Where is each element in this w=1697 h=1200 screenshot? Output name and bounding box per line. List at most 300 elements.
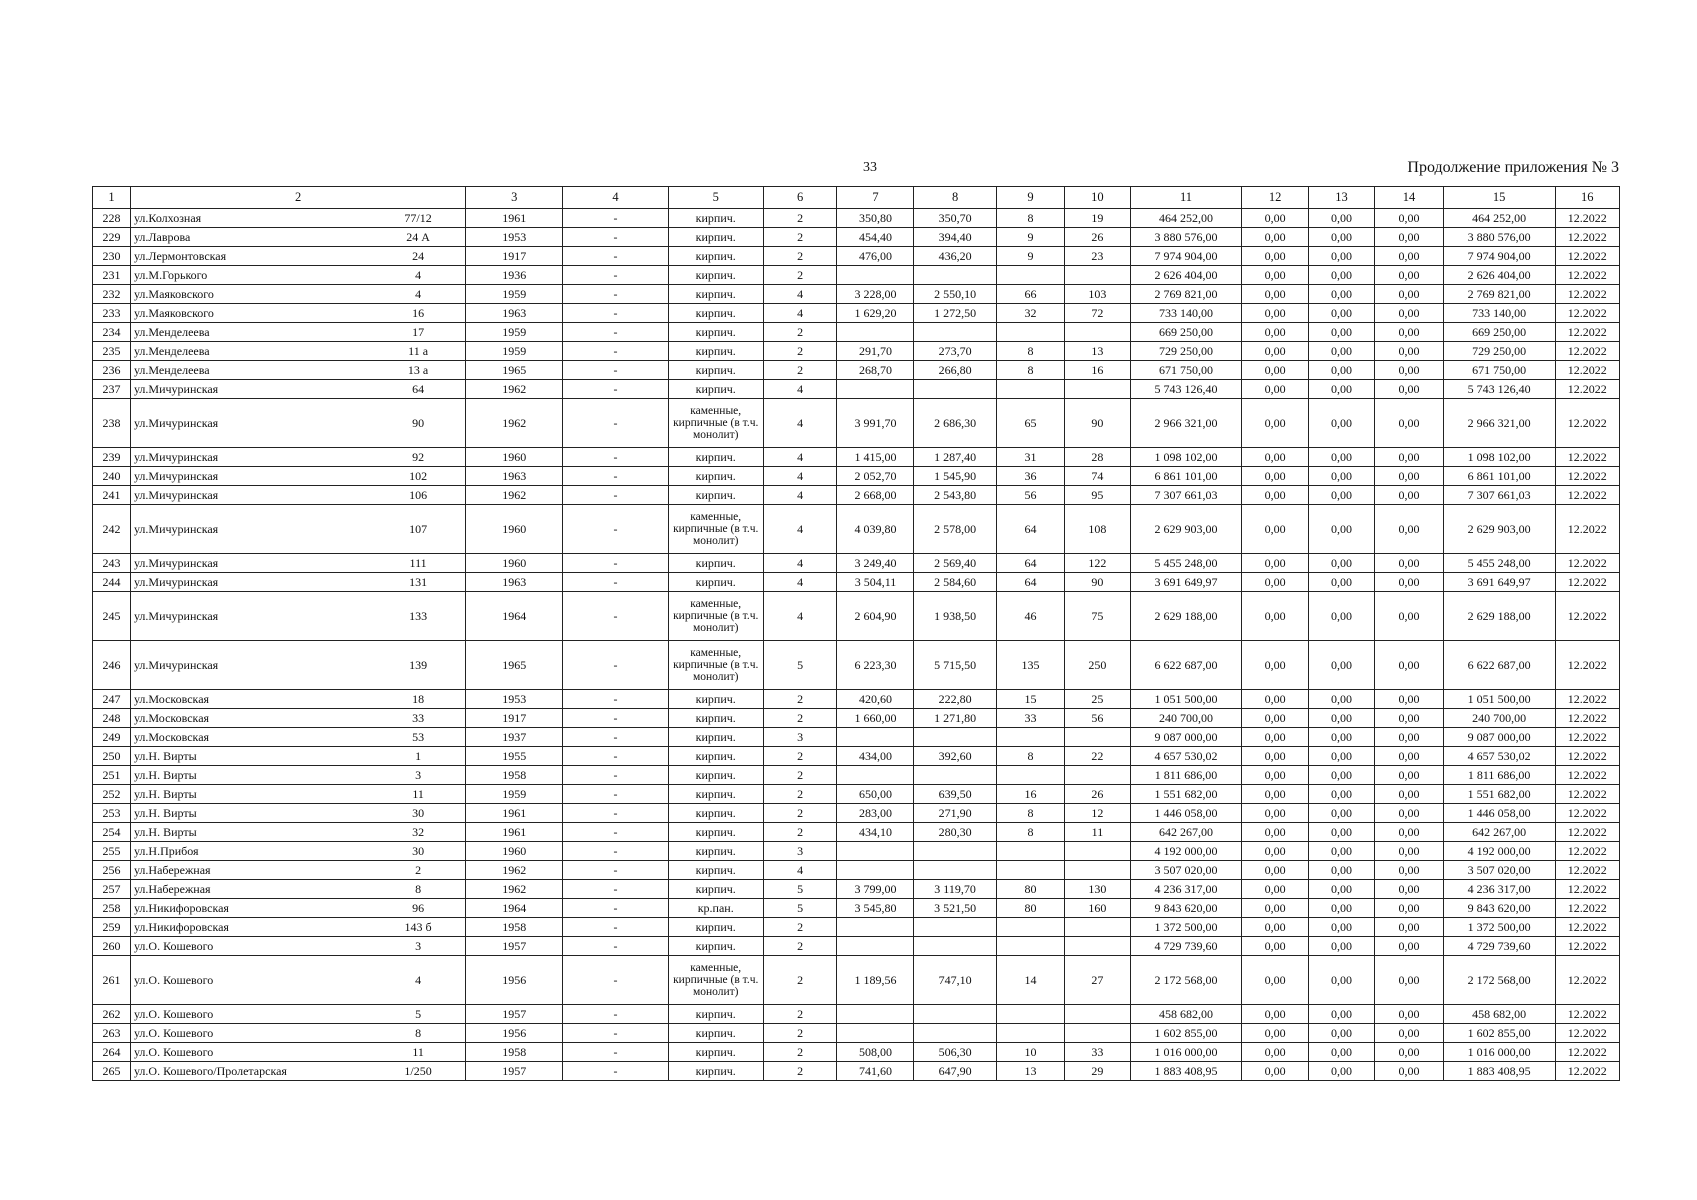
street-name: ул.Московская: [130, 728, 370, 747]
column-4: -: [563, 709, 668, 728]
completion-date: 12.2022: [1555, 823, 1619, 842]
completion-date: 12.2022: [1555, 1024, 1619, 1043]
table-row: [93, 467, 1620, 486]
column-14: 0,00: [1375, 861, 1444, 880]
wall-material: кирпич.: [668, 861, 763, 880]
apartments: 135: [996, 641, 1065, 690]
column-14: 0,00: [1375, 554, 1444, 573]
total-area: [837, 266, 914, 285]
row-number: 260: [93, 937, 131, 956]
column-13: 0,00: [1308, 486, 1374, 505]
table-row: [93, 899, 1620, 918]
column-4: -: [563, 266, 668, 285]
residents: [1065, 1005, 1130, 1024]
table-row: [93, 823, 1620, 842]
apartments: [996, 1005, 1065, 1024]
total-area: [837, 1005, 914, 1024]
floors: 2: [763, 709, 837, 728]
table-row: [93, 1043, 1620, 1062]
residents: 90: [1065, 399, 1130, 448]
cost-budget: 729 250,00: [1443, 342, 1555, 361]
street-name: ул.Набережная: [130, 861, 370, 880]
column-14: 0,00: [1375, 448, 1444, 467]
column-header: 1: [93, 187, 131, 209]
table-row: [93, 448, 1620, 467]
living-area: [914, 1024, 996, 1043]
build-year: 1961: [466, 823, 563, 842]
residents: 122: [1065, 554, 1130, 573]
total-area: [837, 918, 914, 937]
apartments: 66: [996, 285, 1065, 304]
column-14: 0,00: [1375, 361, 1444, 380]
column-13: 0,00: [1308, 1062, 1374, 1081]
column-13: 0,00: [1308, 285, 1374, 304]
completion-date: 12.2022: [1555, 785, 1619, 804]
wall-material: кирпич.: [668, 285, 763, 304]
apartments: [996, 918, 1065, 937]
completion-date: 12.2022: [1555, 1062, 1619, 1081]
row-number: 259: [93, 918, 131, 937]
living-area: [914, 861, 996, 880]
street-name: ул.Менделеева: [130, 361, 370, 380]
total-area: 3 545,80: [837, 899, 914, 918]
table-row: [93, 709, 1620, 728]
column-14: 0,00: [1375, 1005, 1444, 1024]
table-row: [93, 247, 1620, 266]
column-14: 0,00: [1375, 467, 1444, 486]
column-12: 0,00: [1242, 228, 1308, 247]
column-header: 4: [563, 187, 668, 209]
column-13: 0,00: [1308, 1024, 1374, 1043]
column-4: -: [563, 785, 668, 804]
build-year: 1963: [466, 573, 563, 592]
house-number: 8: [371, 880, 466, 899]
build-year: 1962: [466, 399, 563, 448]
row-number: 252: [93, 785, 131, 804]
column-13: 0,00: [1308, 505, 1374, 554]
completion-date: 12.2022: [1555, 448, 1619, 467]
street-name: ул.Маяковского: [130, 304, 370, 323]
table-row: [93, 1062, 1620, 1081]
cost-total: 3 691 649,97: [1130, 573, 1242, 592]
column-4: -: [563, 228, 668, 247]
table-row: [93, 380, 1620, 399]
street-name: ул.Набережная: [130, 880, 370, 899]
house-number: 30: [371, 842, 466, 861]
cost-budget: 4 729 739,60: [1443, 937, 1555, 956]
build-year: 1965: [466, 361, 563, 380]
total-area: 434,00: [837, 747, 914, 766]
street-name: ул.Колхозная: [130, 209, 370, 228]
residents: 26: [1065, 785, 1130, 804]
column-13: 0,00: [1308, 554, 1374, 573]
column-header: 16: [1555, 187, 1619, 209]
house-number: 2: [371, 861, 466, 880]
cost-budget: 1 016 000,00: [1443, 1043, 1555, 1062]
row-number: 244: [93, 573, 131, 592]
column-14: 0,00: [1375, 899, 1444, 918]
floors: 3: [763, 728, 837, 747]
house-number: 111: [371, 554, 466, 573]
column-12: 0,00: [1242, 592, 1308, 641]
apartments: 46: [996, 592, 1065, 641]
table-row: [93, 304, 1620, 323]
apartments: [996, 766, 1065, 785]
column-13: 0,00: [1308, 380, 1374, 399]
completion-date: 12.2022: [1555, 956, 1619, 1005]
wall-material: кирпич.: [668, 709, 763, 728]
build-year: 1953: [466, 228, 563, 247]
build-year: 1917: [466, 709, 563, 728]
column-12: 0,00: [1242, 937, 1308, 956]
street-name: ул.М.Горького: [130, 266, 370, 285]
living-area: 2 686,30: [914, 399, 996, 448]
total-area: 3 249,40: [837, 554, 914, 573]
cost-total: 9 843 620,00: [1130, 899, 1242, 918]
cost-budget: 671 750,00: [1443, 361, 1555, 380]
floors: 2: [763, 785, 837, 804]
house-number: 13 а: [371, 361, 466, 380]
cost-total: 4 236 317,00: [1130, 880, 1242, 899]
house-number: 53: [371, 728, 466, 747]
residents: 13: [1065, 342, 1130, 361]
column-12: 0,00: [1242, 728, 1308, 747]
living-area: [914, 937, 996, 956]
table-row: [93, 323, 1620, 342]
column-12: 0,00: [1242, 304, 1308, 323]
column-4: -: [563, 747, 668, 766]
living-area: 350,70: [914, 209, 996, 228]
cost-total: 1 051 500,00: [1130, 690, 1242, 709]
column-13: 0,00: [1308, 956, 1374, 1005]
column-header: 12: [1242, 187, 1308, 209]
apartments: [996, 842, 1065, 861]
house-number: 4: [371, 285, 466, 304]
table-row: [93, 285, 1620, 304]
column-4: -: [563, 361, 668, 380]
total-area: 1 189,56: [837, 956, 914, 1005]
column-4: -: [563, 486, 668, 505]
column-12: 0,00: [1242, 505, 1308, 554]
living-area: 436,20: [914, 247, 996, 266]
house-number: 107: [371, 505, 466, 554]
total-area: 650,00: [837, 785, 914, 804]
column-4: -: [563, 247, 668, 266]
column-4: -: [563, 380, 668, 399]
row-number: 246: [93, 641, 131, 690]
column-12: 0,00: [1242, 361, 1308, 380]
column-header: 14: [1375, 187, 1444, 209]
apartments: 80: [996, 899, 1065, 918]
street-name: ул.Лаврова: [130, 228, 370, 247]
build-year: 1960: [466, 505, 563, 554]
column-14: 0,00: [1375, 1043, 1444, 1062]
column-4: -: [563, 842, 668, 861]
column-4: -: [563, 209, 668, 228]
floors: 2: [763, 956, 837, 1005]
column-13: 0,00: [1308, 641, 1374, 690]
cost-budget: 3 691 649,97: [1443, 573, 1555, 592]
column-12: 0,00: [1242, 209, 1308, 228]
floors: 3: [763, 842, 837, 861]
completion-date: 12.2022: [1555, 342, 1619, 361]
wall-material: кирпич.: [668, 728, 763, 747]
wall-material: кирпич.: [668, 486, 763, 505]
row-number: 251: [93, 766, 131, 785]
wall-material: кирпич.: [668, 766, 763, 785]
column-header: 3: [466, 187, 563, 209]
cost-budget: 458 682,00: [1443, 1005, 1555, 1024]
row-number: 239: [93, 448, 131, 467]
floors: 4: [763, 861, 837, 880]
total-area: [837, 861, 914, 880]
living-area: 5 715,50: [914, 641, 996, 690]
cost-budget: 5 455 248,00: [1443, 554, 1555, 573]
table-row: [93, 266, 1620, 285]
street-name: ул.Н. Вирты: [130, 766, 370, 785]
residents: 72: [1065, 304, 1130, 323]
cost-total: 1 811 686,00: [1130, 766, 1242, 785]
living-area: 2 578,00: [914, 505, 996, 554]
house-number: 33: [371, 709, 466, 728]
column-12: 0,00: [1242, 1024, 1308, 1043]
floors: 2: [763, 690, 837, 709]
completion-date: 12.2022: [1555, 641, 1619, 690]
apartments: 8: [996, 342, 1065, 361]
build-year: 1961: [466, 804, 563, 823]
column-13: 0,00: [1308, 573, 1374, 592]
column-header: 7: [837, 187, 914, 209]
column-13: 0,00: [1308, 899, 1374, 918]
residents: 22: [1065, 747, 1130, 766]
apartments: 8: [996, 209, 1065, 228]
apartments: 31: [996, 448, 1065, 467]
wall-material: каменные, кирпичные (в т.ч. монолит): [668, 956, 763, 1005]
floors: 4: [763, 573, 837, 592]
wall-material: кирпич.: [668, 918, 763, 937]
street-name: ул.Московская: [130, 709, 370, 728]
completion-date: 12.2022: [1555, 361, 1619, 380]
residents: 16: [1065, 361, 1130, 380]
cost-budget: 4 657 530,02: [1443, 747, 1555, 766]
cost-total: 458 682,00: [1130, 1005, 1242, 1024]
house-number: 3: [371, 937, 466, 956]
residents: 130: [1065, 880, 1130, 899]
column-4: -: [563, 766, 668, 785]
floors: 2: [763, 247, 837, 266]
column-header: 15: [1443, 187, 1555, 209]
floors: 2: [763, 766, 837, 785]
build-year: 1958: [466, 766, 563, 785]
row-number: 243: [93, 554, 131, 573]
street-name: ул.Н.Прибоя: [130, 842, 370, 861]
total-area: 3 799,00: [837, 880, 914, 899]
column-header: 9: [996, 187, 1065, 209]
living-area: 3 521,50: [914, 899, 996, 918]
cost-budget: 2 966 321,00: [1443, 399, 1555, 448]
cost-budget: 3 507 020,00: [1443, 861, 1555, 880]
cost-total: 464 252,00: [1130, 209, 1242, 228]
column-12: 0,00: [1242, 766, 1308, 785]
completion-date: 12.2022: [1555, 228, 1619, 247]
column-13: 0,00: [1308, 728, 1374, 747]
floors: 4: [763, 448, 837, 467]
completion-date: 12.2022: [1555, 937, 1619, 956]
table-row: [93, 592, 1620, 641]
row-number: 264: [93, 1043, 131, 1062]
column-12: 0,00: [1242, 804, 1308, 823]
residents: 19: [1065, 209, 1130, 228]
column-header: 2: [130, 187, 465, 209]
wall-material: кирпич.: [668, 573, 763, 592]
column-4: -: [563, 554, 668, 573]
house-number: 102: [371, 467, 466, 486]
residents: 90: [1065, 573, 1130, 592]
cost-total: 1 883 408,95: [1130, 1062, 1242, 1081]
column-13: 0,00: [1308, 228, 1374, 247]
row-number: 233: [93, 304, 131, 323]
residents: 74: [1065, 467, 1130, 486]
house-number: 30: [371, 804, 466, 823]
wall-material: кирпич.: [668, 323, 763, 342]
house-number: 8: [371, 1024, 466, 1043]
living-area: 273,70: [914, 342, 996, 361]
street-name: ул.Лермонтовская: [130, 247, 370, 266]
street-name: ул.Мичуринская: [130, 505, 370, 554]
column-12: 0,00: [1242, 861, 1308, 880]
column-13: 0,00: [1308, 880, 1374, 899]
row-number: 253: [93, 804, 131, 823]
floors: 2: [763, 937, 837, 956]
cost-total: 6 622 687,00: [1130, 641, 1242, 690]
apartments: 8: [996, 361, 1065, 380]
street-name: ул.Н. Вирты: [130, 823, 370, 842]
completion-date: 12.2022: [1555, 880, 1619, 899]
housing-table: [92, 186, 1620, 1081]
cost-total: 729 250,00: [1130, 342, 1242, 361]
total-area: [837, 728, 914, 747]
column-13: 0,00: [1308, 918, 1374, 937]
cost-total: 1 098 102,00: [1130, 448, 1242, 467]
build-year: 1960: [466, 448, 563, 467]
completion-date: 12.2022: [1555, 804, 1619, 823]
floors: 2: [763, 1043, 837, 1062]
completion-date: 12.2022: [1555, 505, 1619, 554]
street-name: ул.Мичуринская: [130, 399, 370, 448]
column-4: -: [563, 342, 668, 361]
column-14: 0,00: [1375, 399, 1444, 448]
street-name: ул.О. Кошевого: [130, 956, 370, 1005]
apartments: 65: [996, 399, 1065, 448]
apartments: 33: [996, 709, 1065, 728]
living-area: [914, 728, 996, 747]
residents: [1065, 323, 1130, 342]
column-12: 0,00: [1242, 573, 1308, 592]
cost-total: 9 087 000,00: [1130, 728, 1242, 747]
cost-budget: 7 974 904,00: [1443, 247, 1555, 266]
wall-material: кирпич.: [668, 747, 763, 766]
total-area: 4 039,80: [837, 505, 914, 554]
completion-date: 12.2022: [1555, 861, 1619, 880]
wall-material: кирпич.: [668, 304, 763, 323]
cost-total: 1 551 682,00: [1130, 785, 1242, 804]
cost-budget: 1 551 682,00: [1443, 785, 1555, 804]
street-name: ул.Мичуринская: [130, 486, 370, 505]
wall-material: кирпич.: [668, 1043, 763, 1062]
living-area: 1 271,80: [914, 709, 996, 728]
column-12: 0,00: [1242, 554, 1308, 573]
wall-material: кирпич.: [668, 1024, 763, 1043]
floors: 4: [763, 380, 837, 399]
cost-budget: 2 629 903,00: [1443, 505, 1555, 554]
column-13: 0,00: [1308, 747, 1374, 766]
cost-budget: 1 098 102,00: [1443, 448, 1555, 467]
cost-total: 7 307 661,03: [1130, 486, 1242, 505]
living-area: 1 272,50: [914, 304, 996, 323]
cost-total: 1 446 058,00: [1130, 804, 1242, 823]
house-number: 133: [371, 592, 466, 641]
column-14: 0,00: [1375, 380, 1444, 399]
apartments: 8: [996, 804, 1065, 823]
cost-total: 5 743 126,40: [1130, 380, 1242, 399]
column-13: 0,00: [1308, 709, 1374, 728]
living-area: 647,90: [914, 1062, 996, 1081]
completion-date: 12.2022: [1555, 766, 1619, 785]
wall-material: кирпич.: [668, 880, 763, 899]
wall-material: кирпич.: [668, 380, 763, 399]
total-area: 6 223,30: [837, 641, 914, 690]
cost-total: 2 629 188,00: [1130, 592, 1242, 641]
residents: 25: [1065, 690, 1130, 709]
build-year: 1962: [466, 380, 563, 399]
residents: 27: [1065, 956, 1130, 1005]
cost-total: 2 626 404,00: [1130, 266, 1242, 285]
street-name: ул.О. Кошевого/Пролетарская: [130, 1062, 370, 1081]
street-name: ул.Мичуринская: [130, 467, 370, 486]
table-row: [93, 766, 1620, 785]
column-4: -: [563, 861, 668, 880]
table-row: [93, 1024, 1620, 1043]
build-year: 1964: [466, 899, 563, 918]
completion-date: 12.2022: [1555, 467, 1619, 486]
cost-budget: 1 372 500,00: [1443, 918, 1555, 937]
completion-date: 12.2022: [1555, 209, 1619, 228]
row-number: 249: [93, 728, 131, 747]
total-area: 741,60: [837, 1062, 914, 1081]
column-12: 0,00: [1242, 842, 1308, 861]
floors: 2: [763, 1024, 837, 1043]
column-4: -: [563, 467, 668, 486]
table-row: [93, 785, 1620, 804]
apartments: [996, 728, 1065, 747]
row-number: 255: [93, 842, 131, 861]
column-12: 0,00: [1242, 486, 1308, 505]
house-number: 11 а: [371, 342, 466, 361]
apartments: 9: [996, 247, 1065, 266]
column-13: 0,00: [1308, 399, 1374, 448]
completion-date: 12.2022: [1555, 323, 1619, 342]
apartments: 13: [996, 1062, 1065, 1081]
completion-date: 12.2022: [1555, 304, 1619, 323]
total-area: [837, 380, 914, 399]
table-row: [93, 842, 1620, 861]
column-13: 0,00: [1308, 1043, 1374, 1062]
total-area: 1 415,00: [837, 448, 914, 467]
row-number: 228: [93, 209, 131, 228]
cost-budget: 5 743 126,40: [1443, 380, 1555, 399]
column-header: 11: [1130, 187, 1242, 209]
floors: 4: [763, 285, 837, 304]
